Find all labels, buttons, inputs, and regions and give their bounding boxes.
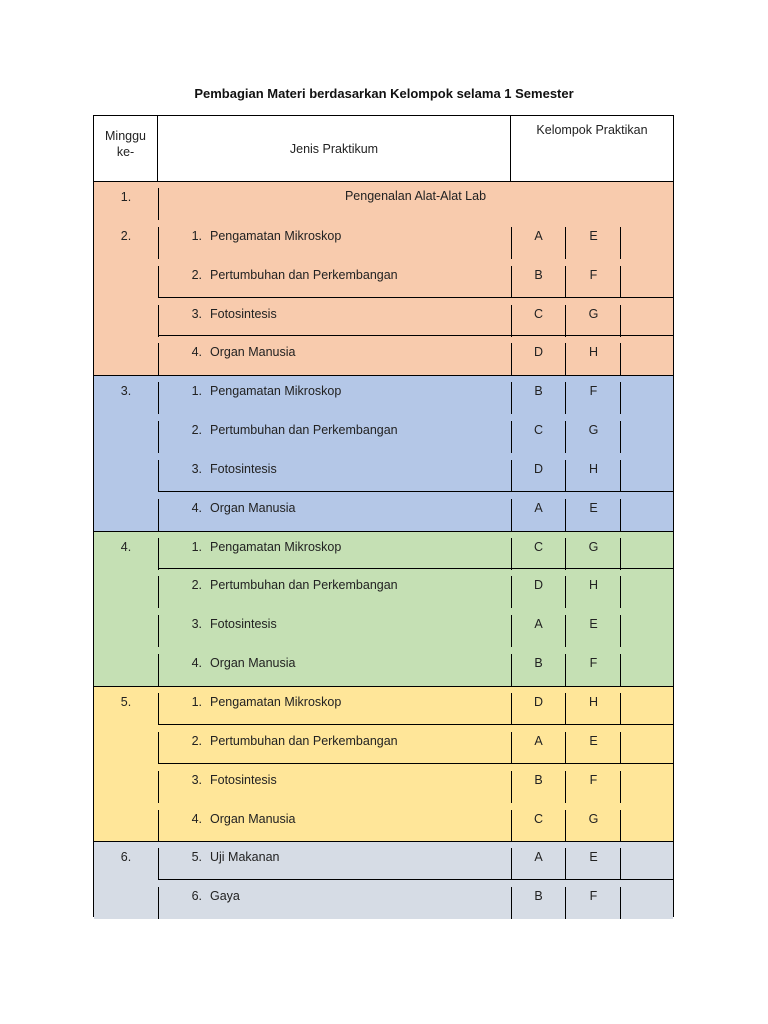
group-first: C	[533, 423, 544, 438]
practicum-name: Pertumbuhan dan Perkembangan	[210, 578, 398, 593]
week-number: 4.	[120, 539, 132, 554]
group-second: H	[588, 461, 599, 476]
cell-divider	[620, 499, 621, 531]
practicum-name: Fotosintesis	[210, 617, 277, 632]
item-number: 2.	[191, 267, 202, 282]
table-row	[94, 337, 673, 376]
cell-divider	[158, 693, 159, 725]
item-number: 1.	[191, 695, 202, 710]
group-second: G	[588, 811, 599, 826]
practicum-name: Organ Manusia	[210, 500, 296, 515]
practicum-name: Fotosintesis	[210, 306, 277, 321]
row-divider	[158, 491, 673, 492]
cell-divider	[158, 382, 159, 414]
row-divider	[158, 335, 673, 336]
group-first: B	[534, 384, 543, 399]
table-row	[94, 609, 673, 648]
group-second: G	[588, 306, 599, 321]
item-number: 2.	[191, 578, 202, 593]
week-number: 2.	[120, 228, 132, 243]
cell-divider	[565, 538, 566, 570]
header-week-line1: Minggu	[105, 129, 146, 143]
cell-divider	[158, 654, 159, 686]
group-second: F	[589, 889, 598, 904]
practicum-name: Organ Manusia	[210, 656, 296, 671]
practicum-name: Gaya	[210, 889, 240, 904]
group-second: G	[588, 423, 599, 438]
cell-divider	[620, 576, 621, 608]
group-second: F	[589, 772, 598, 787]
week-block	[94, 841, 673, 919]
schedule-table	[93, 115, 674, 917]
table-row	[94, 765, 673, 804]
practicum-name: Pertumbuhan dan Perkembangan	[210, 733, 398, 748]
cell-divider	[511, 343, 512, 375]
header-groups: Kelompok Praktikan	[536, 123, 648, 137]
item-number: 2.	[191, 733, 202, 748]
table-row	[94, 687, 673, 726]
item-number: 5.	[191, 850, 202, 865]
group-first: D	[533, 345, 544, 360]
cell-divider	[565, 305, 566, 337]
row-divider	[158, 879, 673, 880]
table-row	[94, 260, 673, 299]
week-block	[94, 686, 673, 841]
cell-divider	[620, 732, 621, 764]
cell-divider	[620, 343, 621, 375]
cell-divider	[158, 732, 159, 764]
table-row	[94, 804, 673, 843]
cell-divider	[620, 227, 621, 259]
item-number: 4.	[191, 656, 202, 671]
cell-divider	[620, 305, 621, 337]
row-divider	[158, 763, 673, 764]
cell-divider	[565, 732, 566, 764]
cell-divider	[565, 576, 566, 608]
group-second: H	[588, 578, 599, 593]
item-number: 1.	[191, 539, 202, 554]
cell-divider	[511, 848, 512, 880]
practicum-name: Fotosintesis	[210, 772, 277, 787]
cell-divider	[511, 771, 512, 803]
cell-divider	[158, 538, 159, 570]
practicum-name: Pengamatan Mikroskop	[210, 228, 342, 243]
cell-divider	[511, 538, 512, 570]
item-number: 1.	[191, 228, 202, 243]
cell-divider	[620, 810, 621, 842]
cell-divider	[158, 343, 159, 375]
week-number: 5.	[120, 695, 132, 710]
cell-divider	[620, 654, 621, 686]
cell-divider	[511, 615, 512, 647]
cell-divider	[158, 266, 159, 298]
cell-divider	[620, 538, 621, 570]
cell-divider	[565, 615, 566, 647]
cell-divider	[511, 576, 512, 608]
cell-divider	[158, 188, 159, 220]
group-first: C	[533, 811, 544, 826]
cell-divider	[565, 887, 566, 919]
cell-divider	[511, 382, 512, 414]
header-week-line2: ke-	[116, 145, 135, 159]
group-first: B	[534, 772, 543, 787]
table-row	[94, 648, 673, 687]
item-number: 3.	[191, 461, 202, 476]
group-first: D	[533, 461, 544, 476]
group-first: C	[533, 306, 544, 321]
cell-divider	[565, 227, 566, 259]
row-divider	[158, 568, 673, 569]
cell-divider	[511, 810, 512, 842]
group-first: A	[534, 500, 543, 515]
cell-divider	[620, 382, 621, 414]
group-first: D	[533, 695, 544, 710]
cell-divider	[565, 421, 566, 453]
week-block	[94, 531, 673, 686]
group-first: D	[533, 578, 544, 593]
table-header	[94, 116, 673, 182]
group-second: F	[589, 384, 598, 399]
item-number: 1.	[191, 384, 202, 399]
item-number: 4.	[191, 500, 202, 515]
table-row	[94, 881, 673, 920]
table-row	[94, 842, 673, 881]
item-number: 2.	[191, 423, 202, 438]
group-first: C	[533, 539, 544, 554]
cell-divider	[511, 305, 512, 337]
table-row	[94, 454, 673, 493]
week-number: 6.	[120, 850, 132, 865]
cell-divider	[565, 266, 566, 298]
cell-divider	[565, 460, 566, 492]
cell-divider	[620, 693, 621, 725]
group-second: E	[589, 617, 598, 632]
cell-divider	[620, 615, 621, 647]
cell-divider	[158, 615, 159, 647]
cell-divider	[565, 771, 566, 803]
cell-divider	[511, 887, 512, 919]
cell-divider	[511, 460, 512, 492]
table-row	[94, 376, 673, 415]
cell-divider	[158, 576, 159, 608]
cell-divider	[565, 848, 566, 880]
cell-divider	[158, 227, 159, 259]
week-number: 1.	[120, 190, 132, 204]
cell-divider	[620, 848, 621, 880]
group-second: H	[588, 345, 599, 360]
intro-label: Pengenalan Alat-Alat Lab	[344, 189, 487, 203]
cell-divider	[565, 654, 566, 686]
row-divider	[158, 297, 673, 298]
cell-divider	[158, 499, 159, 531]
cell-divider	[620, 771, 621, 803]
cell-divider	[511, 266, 512, 298]
cell-divider	[620, 887, 621, 919]
table-row	[94, 493, 673, 532]
week-block	[94, 181, 673, 375]
group-first: B	[534, 656, 543, 671]
item-number: 3.	[191, 306, 202, 321]
group-second: F	[589, 656, 598, 671]
cell-divider	[511, 732, 512, 764]
cell-divider	[511, 654, 512, 686]
cell-divider	[158, 848, 159, 880]
table-row	[94, 299, 673, 338]
cell-divider	[511, 421, 512, 453]
item-number: 3.	[191, 772, 202, 787]
cell-divider	[620, 421, 621, 453]
practicum-name: Organ Manusia	[210, 345, 296, 360]
header-practicum-type: Jenis Praktikum	[158, 116, 511, 181]
group-second: E	[589, 228, 598, 243]
item-number: 4.	[191, 345, 202, 360]
group-second: F	[589, 267, 598, 282]
table-row	[94, 726, 673, 765]
cell-divider	[620, 266, 621, 298]
cell-divider	[158, 305, 159, 337]
item-number: 6.	[191, 889, 202, 904]
item-number: 4.	[191, 811, 202, 826]
table-row	[94, 532, 673, 571]
practicum-name: Uji Makanan	[210, 850, 280, 865]
cell-divider	[565, 343, 566, 375]
group-second: E	[589, 850, 598, 865]
cell-divider	[511, 499, 512, 531]
cell-divider	[158, 887, 159, 919]
row-divider	[158, 724, 673, 725]
cell-divider	[620, 460, 621, 492]
cell-divider	[158, 421, 159, 453]
group-second: G	[588, 539, 599, 554]
cell-divider	[565, 810, 566, 842]
practicum-name: Pengamatan Mikroskop	[210, 695, 342, 710]
cell-divider	[158, 460, 159, 492]
group-first: B	[534, 889, 543, 904]
item-number: 3.	[191, 617, 202, 632]
group-second: H	[588, 695, 599, 710]
cell-divider	[158, 771, 159, 803]
group-first: A	[534, 850, 543, 865]
group-first: A	[534, 228, 543, 243]
group-second: E	[589, 500, 598, 515]
table-row	[94, 415, 673, 454]
cell-divider	[565, 499, 566, 531]
table-row	[94, 570, 673, 609]
practicum-name: Fotosintesis	[210, 461, 277, 476]
week-number: 3.	[120, 384, 132, 399]
cell-divider	[565, 693, 566, 725]
practicum-name: Pertumbuhan dan Perkembangan	[210, 267, 398, 282]
group-second: E	[589, 733, 598, 748]
cell-divider	[565, 382, 566, 414]
header-week	[94, 116, 158, 181]
cell-divider	[158, 810, 159, 842]
practicum-name: Organ Manusia	[210, 811, 296, 826]
practicum-name: Pengamatan Mikroskop	[210, 384, 342, 399]
group-first: A	[534, 617, 543, 632]
table-row	[94, 221, 673, 260]
group-first: A	[534, 733, 543, 748]
practicum-name: Pengamatan Mikroskop	[210, 539, 342, 554]
intro-row	[94, 182, 673, 221]
cell-divider	[511, 693, 512, 725]
week-block	[94, 375, 673, 530]
group-first: B	[534, 267, 543, 282]
document-title: Pembagian Materi berdasarkan Kelompok selama 1 Semester	[194, 86, 574, 101]
cell-divider	[511, 227, 512, 259]
practicum-name: Pertumbuhan dan Perkembangan	[210, 423, 398, 438]
